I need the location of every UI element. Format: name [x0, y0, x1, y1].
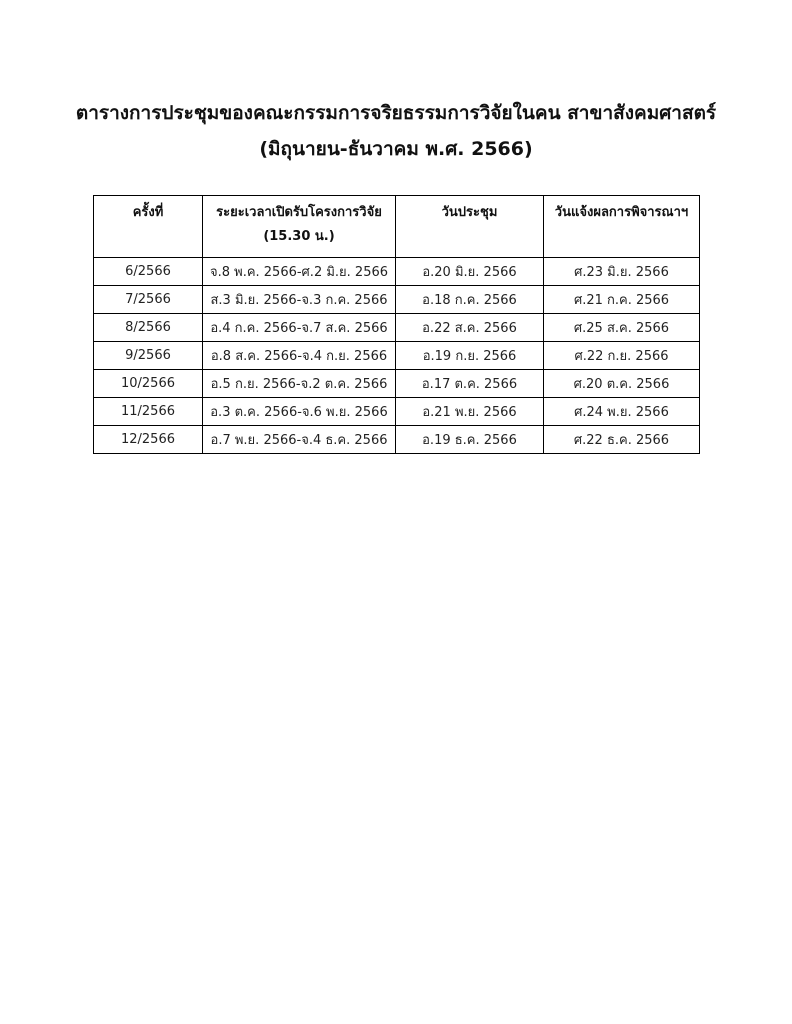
table-row: [94, 342, 700, 370]
table-row: [94, 286, 700, 314]
cell-period: อ.8 ส.ค. 2566-จ.4 ก.ย. 2566: [203, 342, 396, 370]
cell-period: อ.3 ต.ค. 2566-จ.6 พ.ย. 2566: [203, 398, 396, 426]
table-header-row: [94, 196, 700, 258]
cell-meeting: อ.22 ส.ค. 2566: [396, 314, 544, 342]
cell-notify: ศ.22 ก.ย. 2566: [544, 342, 700, 370]
cell-round: 6/2566: [94, 258, 203, 286]
cell-notify: ศ.23 มิ.ย. 2566: [544, 258, 700, 286]
cell-round: 12/2566: [94, 426, 203, 454]
cell-meeting: อ.19 ก.ย. 2566: [396, 342, 544, 370]
table-row: [94, 370, 700, 398]
meeting-schedule-table: [93, 195, 700, 454]
cell-notify: ศ.24 พ.ย. 2566: [544, 398, 700, 426]
cell-round: 7/2566: [94, 286, 203, 314]
cell-round: 10/2566: [94, 370, 203, 398]
table-row: [94, 258, 700, 286]
cell-period: อ.7 พ.ย. 2566-จ.4 ธ.ค. 2566: [203, 426, 396, 454]
cell-round: 9/2566: [94, 342, 203, 370]
cell-notify: ศ.20 ต.ค. 2566: [544, 370, 700, 398]
table-row: [94, 398, 700, 426]
cell-meeting: อ.18 ก.ค. 2566: [396, 286, 544, 314]
cell-meeting: อ.19 ธ.ค. 2566: [396, 426, 544, 454]
cell-period: อ.4 ก.ค. 2566-จ.7 ส.ค. 2566: [203, 314, 396, 342]
table-row: [94, 314, 700, 342]
cell-meeting: อ.20 มิ.ย. 2566: [396, 258, 544, 286]
header-meeting-date: วันประชุม: [396, 196, 544, 258]
cell-round: 11/2566: [94, 398, 203, 426]
cell-notify: ศ.22 ธ.ค. 2566: [544, 426, 700, 454]
header-submission-period-label: ระยะเวลาเปิดรับโครงการวิจัย: [216, 205, 382, 220]
cell-period: ส.3 มิ.ย. 2566-จ.3 ก.ค. 2566: [203, 286, 396, 314]
header-submission-time: (15.30 น.): [263, 229, 335, 244]
header-round: ครั้งที่: [94, 196, 203, 258]
header-submission-period: [203, 196, 396, 258]
cell-notify: ศ.25 ส.ค. 2566: [544, 314, 700, 342]
page-title: ตารางการประชุมของคณะกรรมการจริยธรรมการวิจัยในคน สาขาสังคมศาสตร์: [75, 102, 717, 124]
cell-period: จ.8 พ.ค. 2566-ศ.2 มิ.ย. 2566: [203, 258, 396, 286]
header-notify-date: วันแจ้งผลการพิจารณาฯ: [544, 196, 700, 258]
page-subtitle: (มิถุนายน-ธันวาคม พ.ศ. 2566): [259, 138, 533, 160]
cell-round: 8/2566: [94, 314, 203, 342]
cell-notify: ศ.21 ก.ค. 2566: [544, 286, 700, 314]
table-row: [94, 426, 700, 454]
cell-period: อ.5 ก.ย. 2566-จ.2 ต.ค. 2566: [203, 370, 396, 398]
cell-meeting: อ.17 ต.ค. 2566: [396, 370, 544, 398]
cell-meeting: อ.21 พ.ย. 2566: [396, 398, 544, 426]
